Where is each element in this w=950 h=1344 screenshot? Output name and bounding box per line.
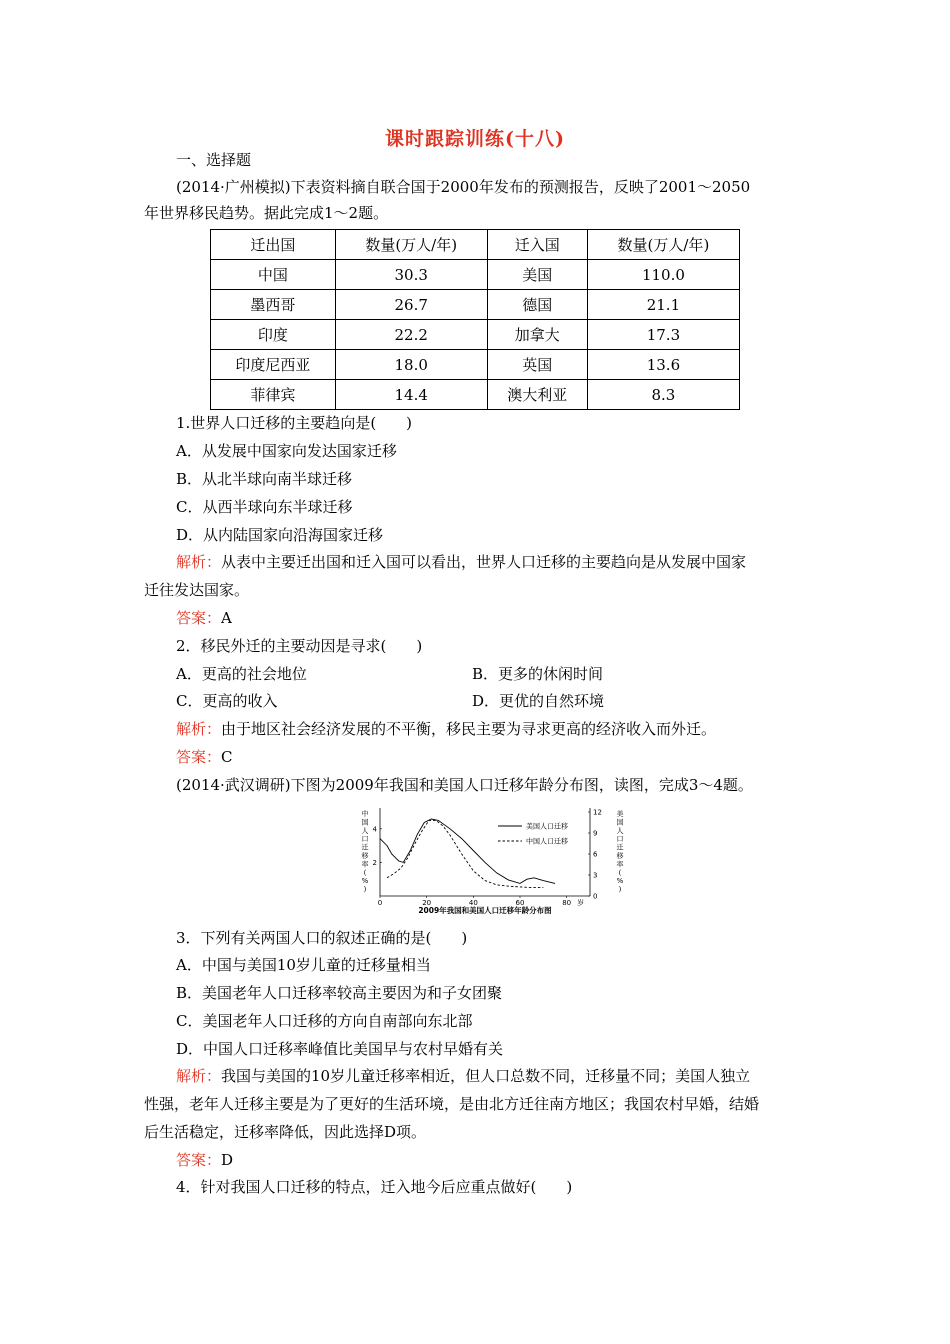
analysis-label: 解析：: [176, 720, 222, 738]
table-cell: 18.0: [335, 350, 487, 380]
table-header-cell: 数量(万人/年): [587, 230, 739, 260]
analysis-text: 我国与美国的10岁儿童迁移率相近，但人口总数不同，迁移量不同；美国人独立: [221, 1067, 751, 1085]
question-3-option-c: C．美国老年人口迁移的方向自南部向东北部: [176, 1012, 473, 1030]
table-cell: 8.3: [587, 380, 739, 410]
question-3-stem: 3．下列有关两国人口的叙述正确的是( ): [176, 929, 468, 947]
x-unit-label: 岁: [577, 899, 585, 907]
question-3-answer: [176, 1150, 233, 1170]
table-cell: 30.3: [335, 260, 487, 290]
question-3-analysis-cont: 性强，老年人迁移主要是为了更好的生活环境，是由北方迁往南方地区；我国农村早婚，结婚: [144, 1095, 760, 1113]
left-tick-label: 2: [372, 858, 377, 867]
table-cell: 17.3: [587, 320, 739, 350]
question-3-option-a: A．中国与美国10岁儿童的迁移量相当: [176, 956, 431, 974]
analysis-text: 从表中主要迁出国和迁入国可以看出，世界人口迁移的主要趋向是从发展中国家: [221, 553, 747, 571]
legend-label: 中国人口迁移: [526, 837, 568, 846]
page-title: 课时跟踪训练(十八): [385, 128, 565, 150]
table-header-cell: 迁出国: [211, 230, 336, 260]
x-tick-label: 0: [377, 899, 383, 907]
question-2-option-d: D．更优的自然环境: [472, 692, 605, 710]
analysis-label: 解析：: [176, 553, 222, 571]
table-cell: 英国: [487, 350, 587, 380]
left-axis-label: 中国人口迁移率( % ): [361, 810, 369, 894]
question-1-analysis-cont: 迁往发达国家。: [144, 581, 250, 599]
legend-label: 美国人口迁移: [526, 822, 568, 831]
migration-table: [210, 229, 740, 410]
question-1-option-a: A．从发展中国家向发达国家迁移: [176, 442, 397, 460]
question-2-option-c: C．更高的收入: [176, 692, 278, 710]
right-tick-label: 12: [593, 808, 602, 817]
question-1-stem: 1.世界人口迁移的主要趋向是( ): [176, 414, 413, 432]
answer-label: 答案：: [176, 609, 222, 627]
right-axis-label: 美国人口迁移率( % ): [616, 810, 624, 894]
question-3-option-b: B．美国老年人口迁移率较高主要因为和子女团聚: [176, 984, 503, 1002]
table-cell: 21.1: [587, 290, 739, 320]
question-2-analysis: [176, 719, 716, 739]
chart-axes: [380, 808, 590, 898]
table-cell: 印度尼西亚: [211, 350, 336, 380]
migration-age-chart: [358, 804, 628, 916]
x-tick-label: 60: [515, 899, 525, 907]
table-cell: 中国: [211, 260, 336, 290]
answer-value: D: [221, 1151, 234, 1169]
chart-caption: 2009年我国和美国人口迁移年龄分布图: [418, 906, 552, 915]
left-tick-label: 4: [372, 825, 377, 834]
question-1-answer: [176, 608, 232, 628]
table-row: [211, 380, 740, 410]
question-1-option-d: D．从内陆国家向沿海国家迁移: [176, 526, 384, 544]
intro-text-2: 年世界移民趋势。据此完成1～2题。: [144, 204, 389, 222]
table-cell: 110.0: [587, 260, 739, 290]
table-cell: 印度: [211, 320, 336, 350]
question-2-option-a: A．更高的社会地位: [176, 665, 307, 683]
table-cell: 26.7: [335, 290, 487, 320]
question-2-answer: [176, 747, 233, 767]
answer-label: 答案：: [176, 1151, 222, 1169]
question-3-analysis-cont-2: 后生活稳定，迁移率降低，因此选择D项。: [144, 1123, 427, 1141]
table-cell: 澳大利亚: [487, 380, 587, 410]
table-row: [211, 320, 740, 350]
table-cell: 德国: [487, 290, 587, 320]
question-3-option-d: D．中国人口迁移率峰值比美国早与农村早婚有关: [176, 1040, 504, 1058]
right-tick-label: 0: [593, 892, 598, 901]
answer-value: C: [221, 748, 233, 766]
question-3-analysis: [176, 1066, 750, 1086]
table-row: [211, 350, 740, 380]
intro-text-1: (2014·广州模拟)下表资料摘自联合国于2000年发布的预测报告，反映了2001～2050: [176, 178, 751, 196]
table-row: [211, 290, 740, 320]
table-cell: 墨西哥: [211, 290, 336, 320]
section-heading: 一、选择题: [176, 151, 252, 169]
analysis-label: 解析：: [176, 1067, 222, 1085]
table-cell: 加拿大: [487, 320, 587, 350]
x-tick-label: 40: [468, 899, 478, 907]
question-2-option-b: B．更多的休闲时间: [472, 665, 604, 683]
table-cell: 菲律宾: [211, 380, 336, 410]
table-cell: 美国: [487, 260, 587, 290]
right-tick-label: 6: [593, 850, 598, 859]
question-1-option-b: B．从北半球向南半球迁移: [176, 470, 353, 488]
table-cell: 22.2: [335, 320, 487, 350]
answer-label: 答案：: [176, 748, 222, 766]
x-tick-label: 20: [422, 899, 432, 907]
question-4-stem: 4．针对我国人口迁移的特点，迁入地今后应重点做好( ): [176, 1178, 573, 1196]
right-tick-label: 3: [593, 871, 598, 880]
analysis-text: 由于地区社会经济发展的不平衡，移民主要为寻求更高的经济收入而外迁。: [221, 720, 717, 738]
right-tick-label: 9: [593, 829, 598, 838]
question-1-option-c: C．从西半球向东半球迁移: [176, 498, 353, 516]
intro-text-3: (2014·武汉调研)下图为2009年我国和美国人口迁移年龄分布图，读图，完成3～4题。: [176, 776, 753, 794]
table-cell: 14.4: [335, 380, 487, 410]
question-1-analysis: [176, 552, 746, 572]
table-cell: 13.6: [587, 350, 739, 380]
china-migration-line: [387, 820, 543, 887]
x-tick-label: 80: [562, 899, 572, 907]
answer-value: A: [221, 609, 232, 627]
table-row: [211, 260, 740, 290]
question-2-stem: 2．移民外迁的主要动因是寻求( ): [176, 637, 423, 655]
table-header-cell: 迁入国: [487, 230, 587, 260]
table-header-cell: 数量(万人/年): [335, 230, 487, 260]
table-header-row: [211, 230, 740, 260]
